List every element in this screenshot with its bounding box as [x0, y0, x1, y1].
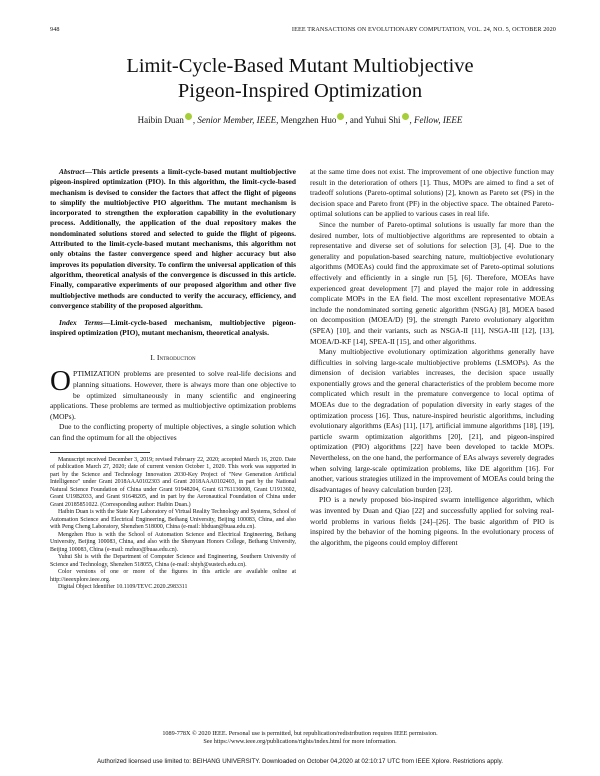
footnote-color-versions: Color versions of one or more of the figures in this article are available online at http://ieeexplore.ieee.org. [50, 569, 296, 583]
title-line-2: Pigeon-Inspired Optimization [177, 80, 423, 102]
body-paragraph: at the same time does not exist. The improvement of one objective function may result in the deterioration of others [1]. Thus, MOPs are aimed to find a set of tradeoff solutions (Pareto-optimal solutions) [2], known as Pareto set (PS) in the decision space and Pareto front (PF) in the objective space. The obtained Pareto-optimal solutions can be applied to various cases in real life. [310, 167, 554, 219]
section-title: Introduction [156, 352, 196, 362]
index-terms-text: Limit-cycle-based mechanism, multiobjective pigeon-inspired optimization (PIO), mutant mechanism, theoretical analysis. [50, 318, 296, 338]
title-line-1: Limit-Cycle-Based Mutant Multiobjective [126, 55, 474, 77]
author-list [40, 113, 560, 125]
body-paragraph: PIO is a newly proposed bio-inspired swarm intelligence algorithm, which was invented by Duan and Qiao [22] and successfully applied for solving real-world problems in various fields [24]–[26]. The basic algorithm of PIO is inspired by the behavior of the homing pigeons. In the evolutionary process of the algorithm, the pigeons could employ different [310, 495, 554, 547]
author-shi: , and Yuhui Shi [345, 115, 401, 125]
orcid-icon[interactable] [402, 113, 409, 120]
author-huo: , Mengzhen Huo [276, 115, 337, 125]
body-paragraph: Since the number of Pareto-optimal solutions is usually far more than the desired number, lots of multiobjective algorithms are represented to obtain a representative and diverse set of solutions for selection [3], [4]. Due to the generality and population-based searching nature, multiobjective evolutionary algorithms (MOEAs) could find the approximate set of Pareto-optimal solutions effectively and efficiently in a single run [5], [6]. Therefore, MOEAs have experienced great development [7] and played the major role in addressing complicate MOPs in the EA field. The most excellent representative MOEAs include the nondominated sorting genetic algorithm (NSGA) [8], MOEA based on decomposition (MOEA/D) [9], the strength Pareto evolutionary algorithm (SPEA) [10], and their variants, such as NSGA-II [11], NSGA-III [12], [13], MOEA/D-KF [14], SPEA-II [15], and other algorithms. [310, 219, 554, 346]
footnote-divider [50, 452, 150, 453]
abstract-text: This article presents a limit-cycle-based mutant multiobjective pigeon-inspired optimization (PIO). In this algorithm, the limit-cycle-based mechanism is devised to consider the factors that affect the flight of pigeons to simplify the multiobjective PIO algorithm. The mutant mechanism is incorporated to strengthen the exploration capability in the evolutionary process. Additionally, the application of the dual repository makes the nondominated solutions stored and selected to guide the flight of pigeons. Attributed to the limit-cycle-based mutant mechanisms, this algorithm not only obtains the faster convergence speed and higher accuracy but also improves its population diversity. To confirm the universal application of this algorithm, theoretical analysis of the convergence is discussed in this article. Finally, comparative experiments of our proposed algorithm and other five multiobjective methods are conducted to verify the accuracy, efficiency, and convergence stability of the proposed algorithm. [50, 167, 296, 310]
index-terms: Index Terms—Limit-cycle-based mechanism, multiobjective pigeon-inspired optimization (PIO), mutant mechanism, theoretical analysis. [50, 318, 296, 338]
section-number: I. [150, 352, 155, 362]
author-shi-membership: , Fellow, IEEE [409, 115, 463, 125]
abstract-label: Abstract [59, 167, 85, 176]
intro-paragraph-1-text: PTIMIZATION problems are presented to solve real-life decisions and planning situations. However, there is always more than one objective to be optimized simultaneously in many scientific and engineering applications. These problems are termed as multiobjective optimization problems (MOPs). [50, 369, 296, 421]
copyright-notice [40, 730, 560, 747]
drop-cap: O [50, 365, 71, 398]
abstract: Abstract—This article presents a limit-cycle-based mutant multiobjective pigeon-inspired optimization (PIO). In this algorithm, the limit-cycle-based mechanism is devised to consider the factors that affect the flight of pigeons to simplify the multiobjective PIO algorithm. The mutant mechanism is incorporated to strengthen the exploration capability in the evolutionary process. Additionally, the application of the dual repository makes the nondominated solutions stored and selected to guide the flight of pigeons. Attributed to the limit-cycle-based mutant mechanisms, this algorithm not only obtains the faster convergence speed and higher accuracy but also improves its population diversity. To confirm the universal application of this algorithm, theoretical analysis of the convergence is discussed in this article. Finally, comparative experiments of our proposed algorithm and other five multiobjective methods are conducted to verify the accuracy, efficiency, and convergence stability of the proposed algorithm. [50, 167, 296, 310]
footnote-author-shi: Yuhui Shi is with the Department of Computer Science and Engineering, Southern University of Science and Technology, Shenzhen 518055, China (e-mail: shiyh@sustech.edu.cn). [50, 554, 296, 568]
copyright-line-1: 1089-778X © 2020 IEEE. Personal use is permitted, but republication/redistribution requires IEEE permission. [162, 730, 438, 737]
footnote-author-huo: Mengzhen Huo is with the School of Automation Science and Electrical Engineering, Beihang University, Beijing 100083, China, and also with the Shenyuan Honors College, Beihang University, Beijing 100083, China (e-mail: mzhuo@buaa.edu.cn). [50, 531, 296, 553]
page-number: 948 [50, 26, 60, 33]
intro-paragraph-2: Due to the conflicting property of multiple objectives, a single solution which can find the optimum for all the objectives [50, 422, 296, 442]
intro-paragraph-1 [50, 365, 296, 422]
right-column [310, 167, 554, 548]
running-header: IEEE TRANSACTIONS ON EVOLUTIONARY COMPUTATION, VOL. 24, NO. 5, OCTOBER 2020 [291, 26, 556, 33]
body-paragraph: Many multiobjective evolutionary optimization algorithms generally have difficulties in solving large-scale multiobjective problems (LSMOPs). As the dimension of decision variables increases, the decision space usually exponentially grows and the general characteristics of the problem become more complicated which result in the premature convergence to local optima of MOEAs due to the degradation of population diversity in early stages of the optimization process [16]. Thus, nature-inspired heuristic algorithms, including evolutionary algorithms (EAs) [11], [17], artificial immune algorithms [18], [19], particle swarm optimization algorithms [20], [21], and pigeon-inspired optimization (PIO) algorithms [22] have been developed to tackle MOPs. Nevertheless, on the one hand, the performance of EAs always severely degrades when solving large-scale optimization problems, like DE algorithm [16]. For another, various strategies utilized in the improvement of MOEAs could bring the disadvantages of heavy calculation burden [23]. [310, 347, 554, 494]
footnote-manuscript: Manuscript received December 3, 2019; revised February 22, 2020; accepted March 16, 2020. Date of publication March 27, 2020; date of current version October 1, 2020. This work was supported in part by the Science and Technology Innovation 2030-Key Project of "New Generation Artificial Intelligence" under Grant 2018AAA0102303 and Grant 2018AAA0102403, in part by the National Natural Science Foundation of China under Grant 91948204, Grant 61761136008, Grant U1913602, Grant U19B2033, and Grant 91648205, and in part by the Aeronautical Foundation of China under Grant 20185851022. (Corresponding author: Haibin Duan.) [50, 456, 296, 508]
left-column [50, 167, 296, 592]
paper-title [40, 54, 560, 104]
author-duan: Haibin Duan [137, 115, 184, 125]
author-duan-membership: , Senior Member, IEEE [192, 115, 277, 125]
section-heading [50, 353, 296, 364]
footnote-author-duan: Haibin Duan is with the State Key Laboratory of Virtual Reality Technology and Systems, School of Automation Science and Electrical Engineering, Beihang University, Beijing 100083, China, and also with Peng Cheng Laboratory, Shenzhen 518000, China (e-mail: hbduan@buaa.edu.cn). [50, 509, 296, 530]
license-banner: Authorized licensed use limited to: BEIHANG UNIVERSITY. Downloaded on October 04,2020 at 02:10:17 UTC from IEEE Xplore. Restrictions apply. [97, 758, 503, 765]
index-terms-label: Index Terms [59, 318, 103, 328]
footnote-doi: Digital Object Identifier 10.1109/TEVC.2020.2983311 [58, 584, 188, 590]
orcid-icon[interactable] [337, 113, 344, 120]
orcid-icon[interactable] [185, 113, 192, 120]
footnote [50, 457, 296, 592]
copyright-line-2: See https://www.ieee.org/publications/rights/index.html for more information. [203, 738, 397, 746]
